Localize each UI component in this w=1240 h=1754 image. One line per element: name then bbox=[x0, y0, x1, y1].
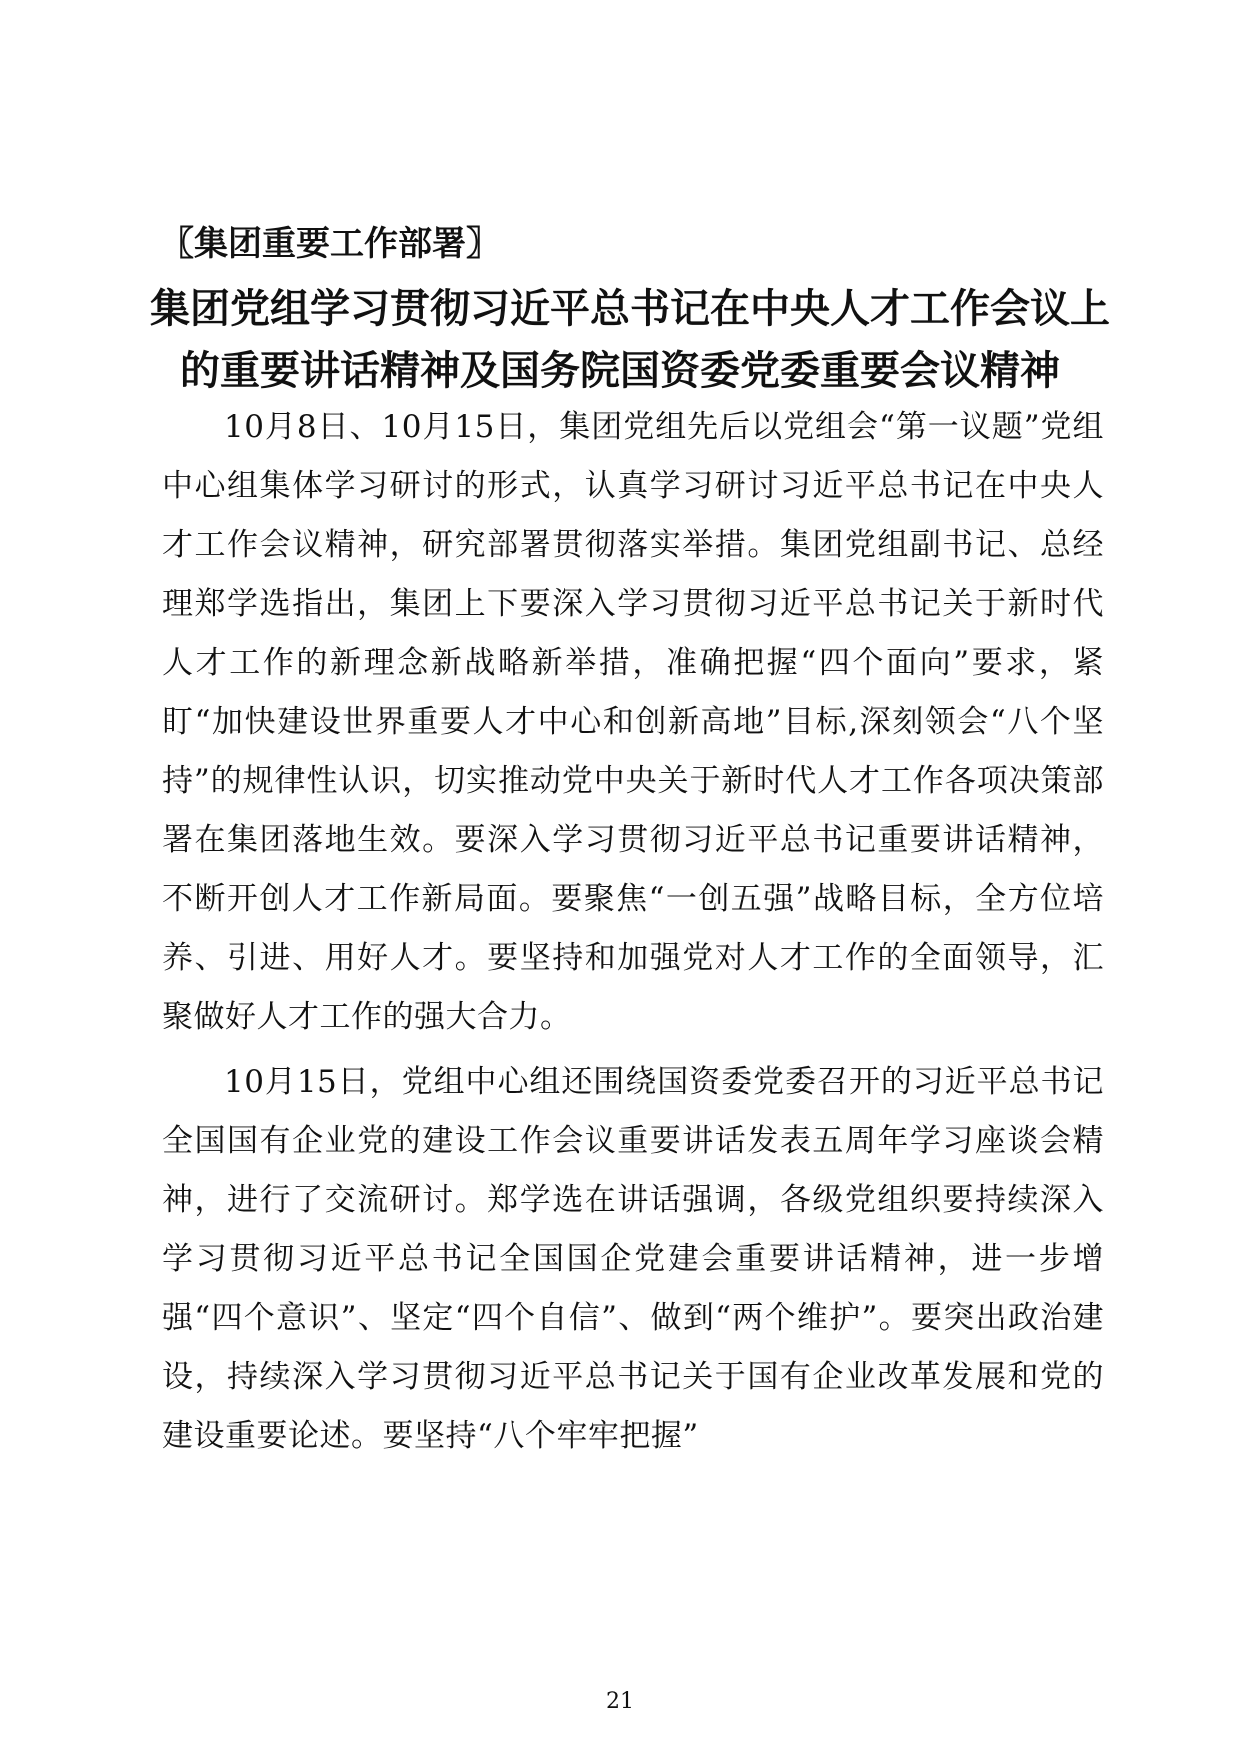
body-paragraph-1: 10月8日、10月15日，集团党组先后以党组会“第一议题”党组中心组集体学习研讨的形式，认真学习研讨习近平总书记在中央人才工作会议精神，研究部署贯彻落实举措。集团党组副书记、总经理郑学选指出，集团上下要深入学习贯彻习近平总书记关于新时代人才工作的新理念新战略新举措，准确把握“四个面向”要求，紧盯“加快建设世界重要人才中心和创新高地”目标,深刻领会“八个坚持”的规律性认识，切实推动党中央关于新时代人才工作各项决策部署在集团落地生效。要深入学习贯彻习近平总书记重要讲话精神，不断开创人才工作新局面。要聚焦“一创五强”战略目标，全方位培养、引进、用好人才。要坚持和加强党对人才工作的全面领导，汇聚做好人才工作的强大合力。 bbox=[162, 409, 1104, 1035]
article-title bbox=[150, 278, 1110, 402]
page-number: 21 bbox=[606, 1689, 634, 1714]
article-title-line-1: 集团党组学习贯彻习近平总书记在中央人才工作会议上 bbox=[150, 286, 1110, 332]
article-body bbox=[162, 398, 1104, 1472]
article-title-line-2: 的重要讲话精神及国务院国资委党委重要会议精神 bbox=[180, 348, 1060, 394]
body-paragraph-2: 10月15日，党组中心组还围绕国资委党委召开的习近平总书记全国国有企业党的建设工作会议重要讲话发表五周年学习座谈会精神，进行了交流研讨。郑学选在讲话强调，各级党组织要持续深入学习贯彻习近平总书记全国国企党建会重要讲话精神，进一步增强“四个意识”、坚定“四个自信”、做到“两个维护”。要突出政治建设，持续深入学习贯彻习近平总书记关于国有企业改革发展和党的建设重要论述。要坚持“八个牢牢把握” bbox=[162, 1064, 1104, 1454]
section-tag: 〖集团重要工作部署〗 bbox=[160, 224, 500, 264]
